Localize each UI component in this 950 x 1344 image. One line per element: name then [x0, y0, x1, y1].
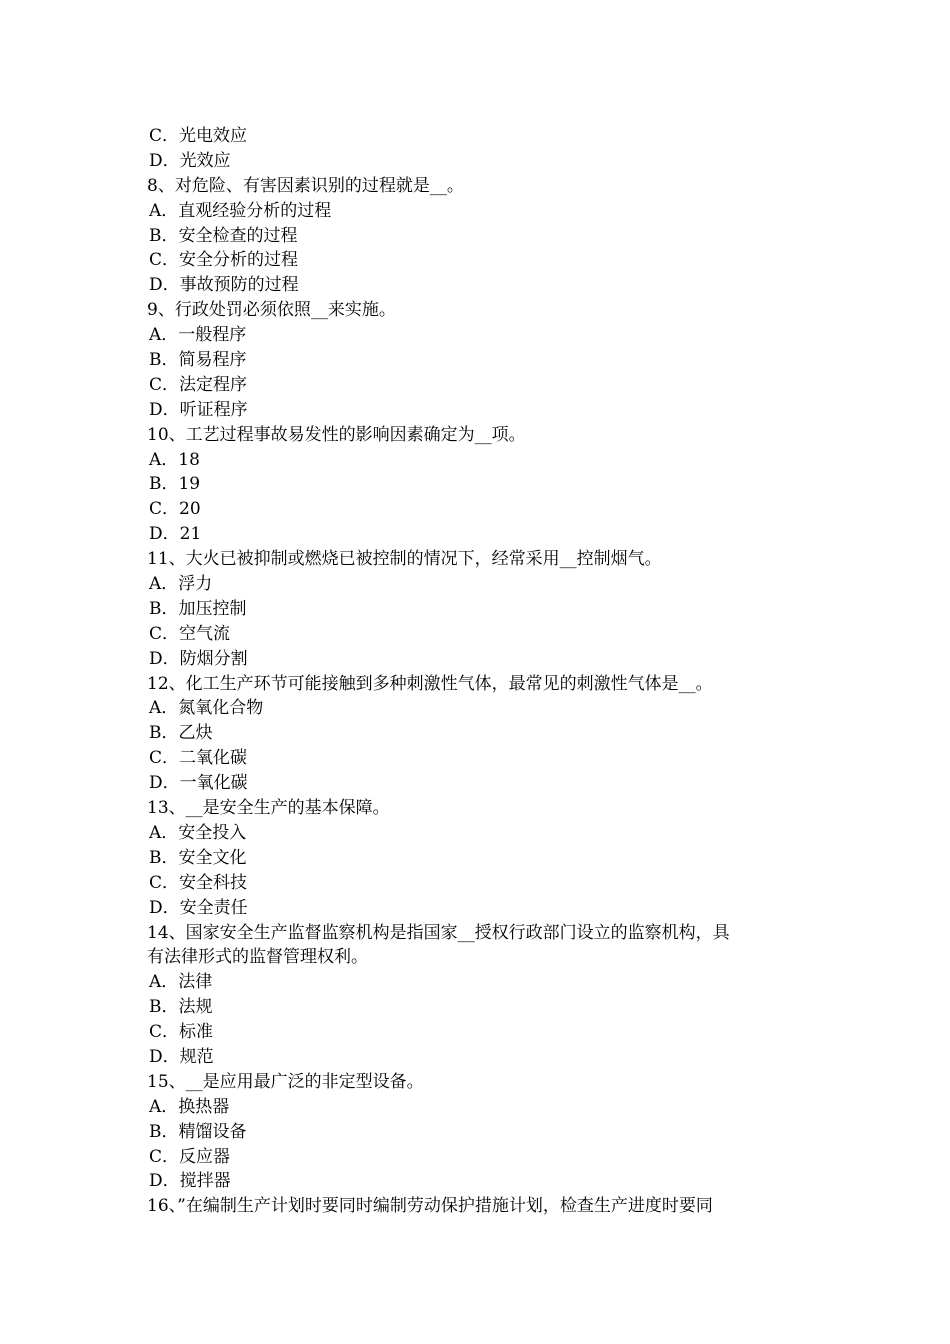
- answer-option: B．法规: [149, 997, 213, 1018]
- question-text: 13、__是安全生产的基本保障。: [147, 798, 390, 819]
- answer-option: A．氮氧化合物: [149, 698, 264, 719]
- answer-option: D．21: [149, 524, 202, 545]
- answer-option: C．标准: [149, 1022, 214, 1043]
- answer-option: D．听证程序: [149, 399, 248, 420]
- question-text: 16、”在编制生产计划时要同时编制劳动保护措施计划，检查生产进度时要同: [147, 1196, 713, 1217]
- answer-option: A．一般程序: [149, 325, 247, 346]
- answer-option: C．空气流: [149, 623, 231, 644]
- answer-option: D．安全责任: [149, 897, 248, 918]
- answer-option: C．20: [149, 499, 201, 520]
- answer-option: D．防烟分割: [149, 648, 248, 669]
- answer-option: D．搅拌器: [149, 1171, 231, 1192]
- question-text: 12、化工生产环节可能接触到多种刺激性气体，最常见的刺激性气体是__。: [147, 673, 713, 694]
- answer-option: D．规范: [149, 1046, 214, 1067]
- question-text: 14、国家安全生产监督监察机构是指国家__授权行政部门设立的监察机构，具: [147, 922, 730, 943]
- answer-option: C．安全科技: [149, 872, 248, 893]
- answer-option: C．二氧化碳: [149, 748, 248, 769]
- answer-option: A．换热器: [149, 1096, 230, 1117]
- question-text: 15、__是应用最广泛的非定型设备。: [147, 1071, 424, 1092]
- answer-option: C．光电效应: [149, 126, 248, 146]
- answer-option: A．18: [149, 449, 200, 470]
- question-text: 有法律形式的监督管理权利。: [147, 947, 368, 968]
- answer-option: B．乙炔: [149, 723, 213, 744]
- question-text: 10、工艺过程事故易发性的影响因素确定为__项。: [147, 424, 526, 445]
- answer-option: A．直观经验分析的过程: [149, 200, 332, 221]
- answer-option: B．加压控制: [149, 598, 247, 619]
- answer-option: B．精馏设备: [149, 1121, 247, 1142]
- answer-option: B．安全检查的过程: [149, 225, 298, 246]
- answer-option: B．简易程序: [149, 350, 247, 371]
- answer-option: C．反应器: [149, 1146, 231, 1167]
- question-text: 11、大火已被抑制或燃烧已被控制的情况下，经常采用__控制烟气。: [147, 549, 662, 570]
- question-text: 8、对危险、有害因素识别的过程就是__。: [147, 175, 464, 196]
- answer-option: A．浮力: [149, 574, 213, 595]
- answer-option: C．法定程序: [149, 374, 248, 395]
- document-body: [147, 124, 815, 1219]
- answer-option: B．19: [149, 474, 201, 495]
- answer-option: D．光效应: [149, 150, 231, 171]
- question-text: 9、行政处罚必须依照__来实施。: [147, 300, 396, 321]
- answer-option: C．安全分析的过程: [149, 250, 299, 271]
- answer-option: D．事故预防的过程: [149, 275, 299, 296]
- answer-option: B．安全文化: [149, 847, 247, 868]
- answer-option: A．安全投入: [149, 822, 247, 843]
- answer-option: D．一氧化碳: [149, 773, 248, 794]
- answer-option: A．法律: [149, 972, 213, 993]
